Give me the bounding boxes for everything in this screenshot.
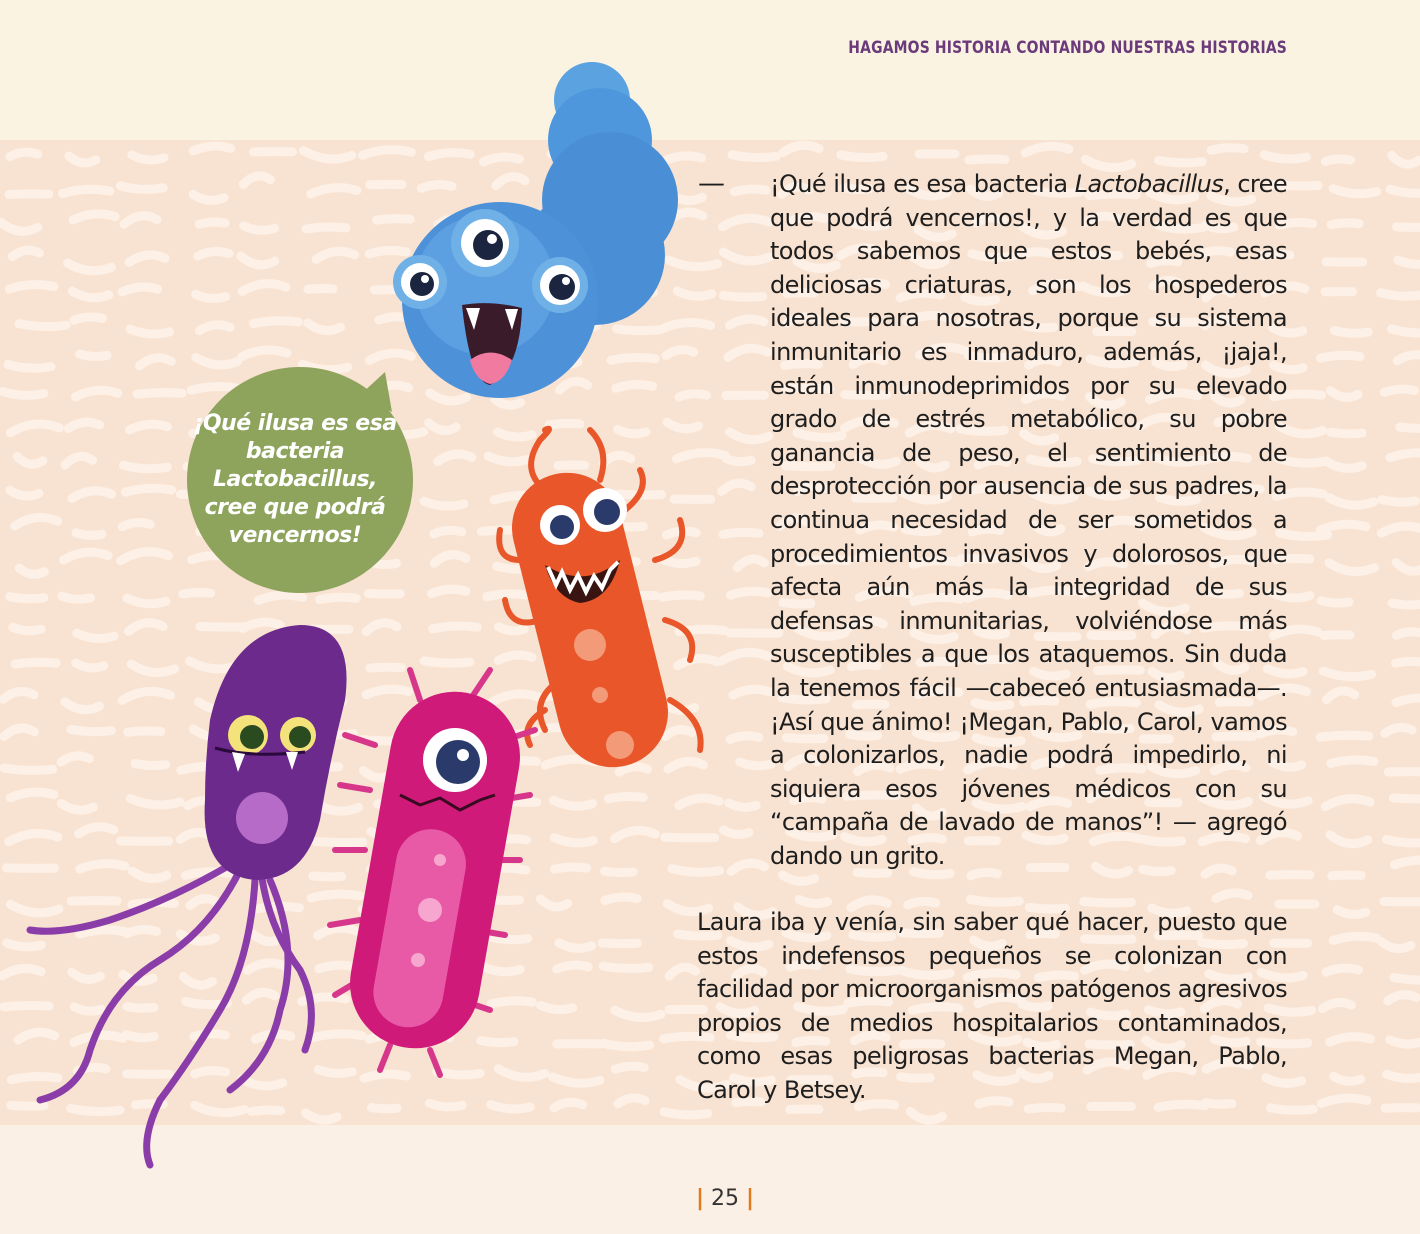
purple-flagellated-bacteria	[30, 625, 347, 1165]
species-name-italic: Lactobacillus	[1074, 170, 1224, 198]
dialogue-text-start: ¡Qué ilusa es esa bacteria	[770, 170, 1075, 198]
page-number-bar-right: |	[746, 1186, 755, 1211]
dialogue-dash: —	[698, 168, 725, 199]
running-header: HAGAMOS HISTORIA CONTANDO NUESTRAS HISTORIAS	[848, 38, 1287, 58]
orange-bacillus-bacteria	[499, 429, 700, 779]
page-number	[690, 1186, 760, 1211]
blue-coccus-bacteria	[393, 62, 678, 398]
page-number-value: 25	[711, 1186, 739, 1211]
dialogue-paragraph	[770, 168, 1287, 873]
speech-bubble-text: ¡Qué ilusa es esa bacteria Lactobacillus, cree que podrá vencernos!	[193, 411, 397, 548]
narration-paragraph: Laura iba y venía, sin saber qué hacer, puesto que estos indefensos pequeños se colonizan con facilidad por microorganismos patógenos agresivos propios de medios hospitalarios contaminados, como esas peligrosas bacterias Megan, Pablo, Carol y Betsey.	[697, 908, 1287, 1104]
page-number-bar-left: |	[695, 1186, 704, 1211]
pink-bacillus-bacteria	[330, 670, 535, 1075]
dialogue-text-rest: , cree que podrá vencernos!, y la verdad es que todos sabemos que estos bebés, esas deliciosas criaturas, son los hospederos ideales para nosotras, porque su sistema inmunitario es inmaduro, además, ¡jaja!, están inmunodeprimidos por su elevado grado de estrés metabólico, su pobre ganancia de peso, el sentimiento de desprotección por ausencia de sus padres, la continua necesidad de ser sometidos a procedimientos invasivos y dolorosos, que afecta aún más la integridad de sus defensas inmunitarias, volviéndose más susceptibles a que los ataquemos. Sin duda la tenemos fácil —cabeceó entusiasmada—. ¡Así que ánimo! ¡Megan, Pablo, Carol, vamos a colonizarlos, nadie podrá impedirlo, ni siquiera esos jóvenes médicos con su “campaña de lavado de manos”! — agregó dando un grito.	[770, 170, 1287, 870]
